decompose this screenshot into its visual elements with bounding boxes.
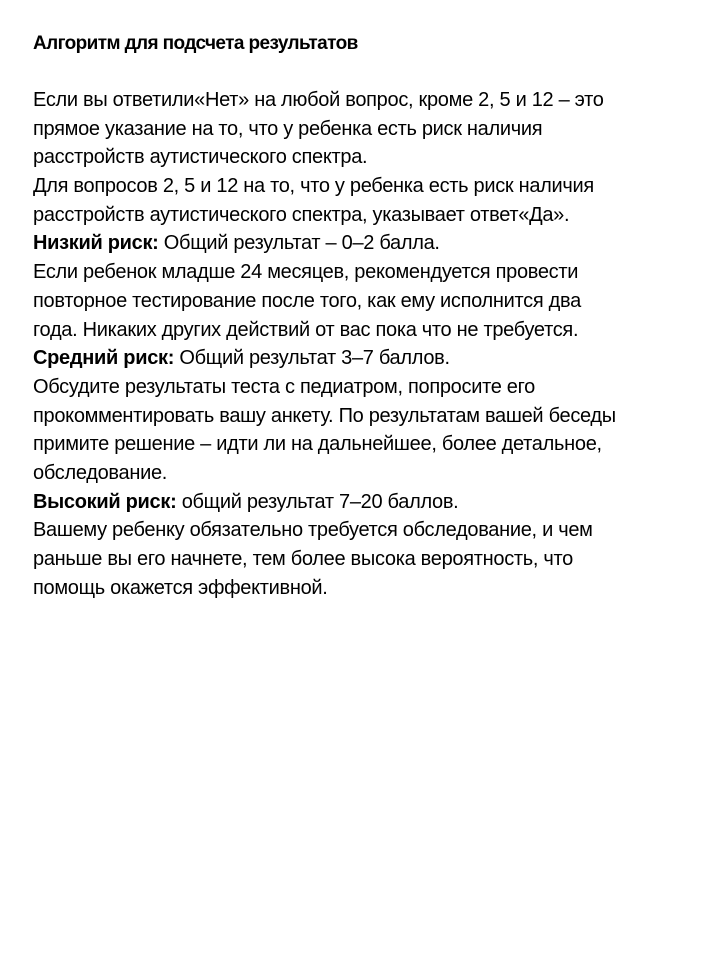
high-risk-heading bbox=[33, 488, 701, 517]
text-line: расстройств аутистического спектра. bbox=[33, 146, 368, 169]
text-line: Если ребенок младше 24 месяцев, рекомендуется провести bbox=[33, 261, 579, 284]
text-line: расстройств аутистического спектра, указывает ответ«Да». bbox=[33, 203, 570, 226]
low-risk-label: Низкий риск: bbox=[33, 232, 159, 255]
text-line: года. Никаких других действий от вас пока что не требуется. bbox=[33, 318, 579, 341]
text-line: прямое указание на то, что у ребенка есть риск наличия bbox=[33, 117, 543, 140]
text-line: Вашему ребенку обязательно требуется обследование, и чем bbox=[33, 519, 593, 542]
text-line: Обсудите результаты теста с педиатром, попросите его bbox=[33, 375, 535, 398]
document bbox=[33, 30, 701, 602]
text-line: Если вы ответили«Нет» на любой вопрос, кроме 2, 5 и 12 – это bbox=[33, 89, 604, 111]
text-line: примите решение – идти ли на дальнейшее, более детальное, bbox=[33, 433, 602, 456]
text-line: прокомментировать вашу анкету. По результатам вашей беседы bbox=[33, 404, 616, 427]
medium-risk-score: Общий результат 3–7 баллов. bbox=[174, 347, 450, 370]
text-line: раньше вы его начнете, тем более высока вероятность, что bbox=[33, 548, 573, 570]
page-title: Алгоритм для подсчета результатов bbox=[33, 33, 358, 54]
high-risk-label: Высокий риск: bbox=[33, 490, 177, 513]
text-line: помощь окажется эффективной. bbox=[33, 576, 328, 599]
text-line: повторное тестирование после того, как ему исполнится два bbox=[33, 289, 581, 312]
document-body bbox=[33, 86, 701, 602]
text-line: обследование. bbox=[33, 461, 168, 484]
medium-risk-heading bbox=[33, 344, 701, 373]
medium-risk-label: Средний риск: bbox=[33, 347, 175, 370]
high-risk-score: общий результат 7–20 баллов. bbox=[176, 490, 459, 513]
low-risk-score: Общий результат – 0–2 балла. bbox=[158, 232, 440, 255]
low-risk-heading bbox=[33, 229, 701, 258]
text-line: Для вопросов 2, 5 и 12 на то, что у ребенка есть риск наличия bbox=[33, 175, 594, 198]
